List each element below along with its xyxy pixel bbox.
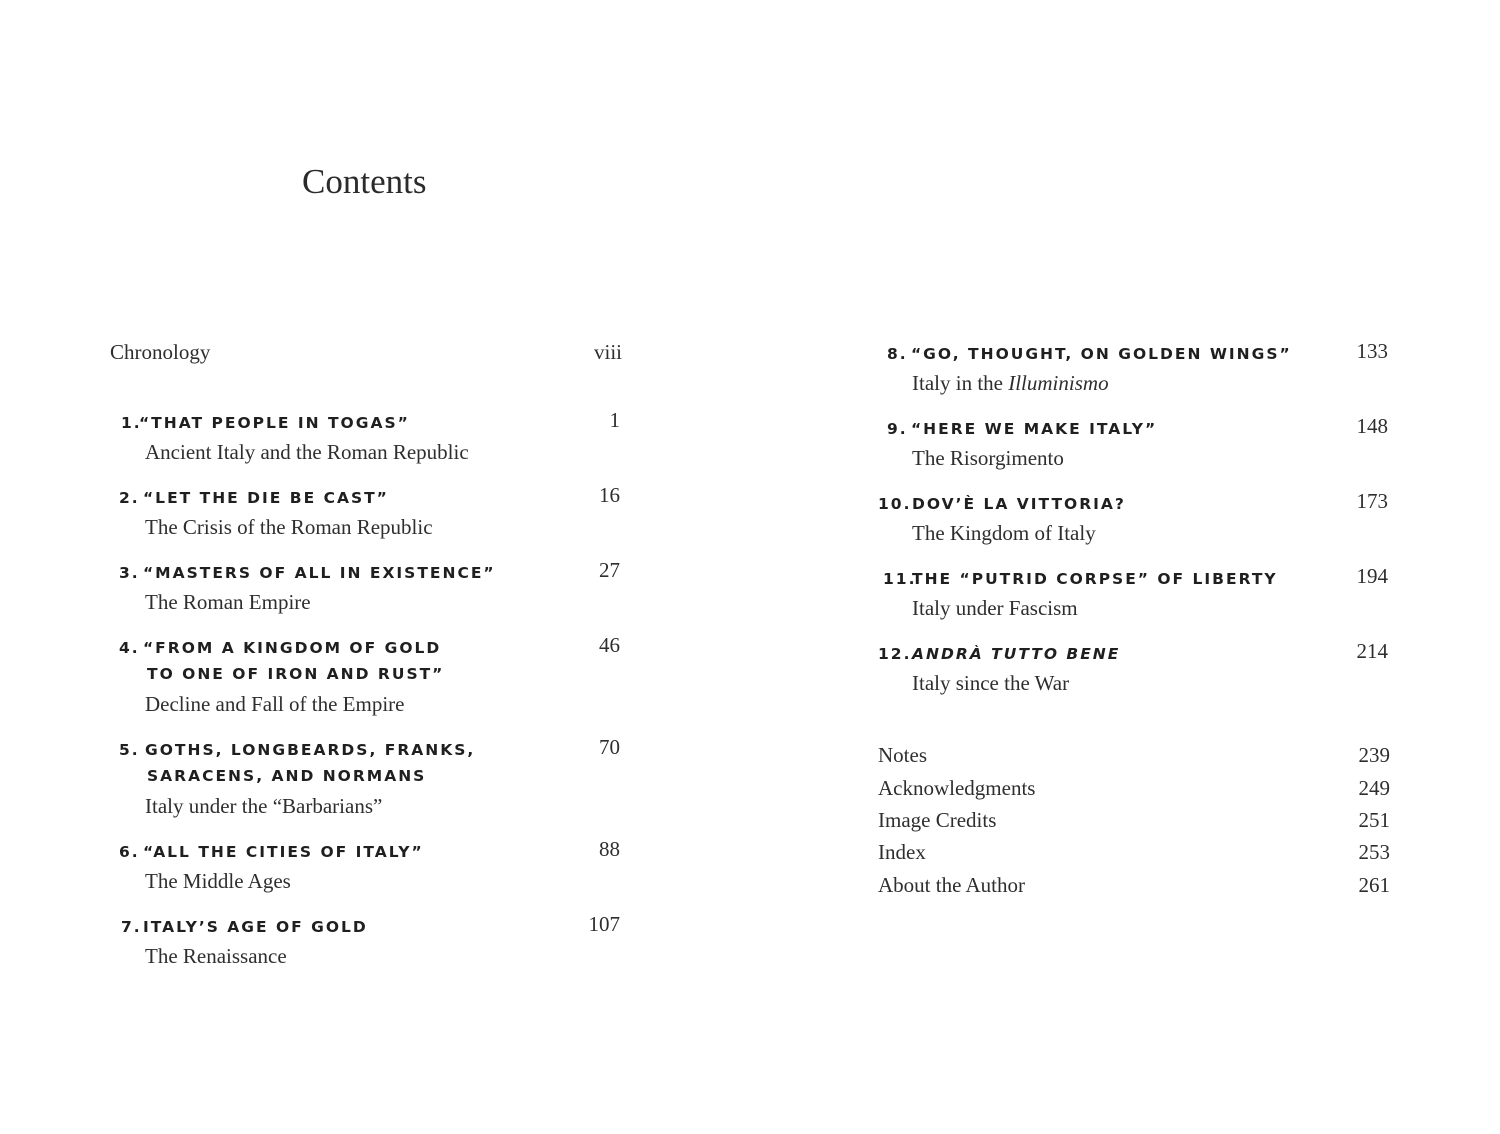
chapter-number: 8. [887, 345, 908, 363]
chapter-subtitle-italic: Illuminismo [1008, 371, 1109, 395]
toc-page-number: 1 [609, 408, 620, 432]
chapter-title: GOTHS, LONGBEARDS, FRANKS, [145, 741, 476, 759]
toc-page-number: 194 [1356, 564, 1388, 588]
toc-page-number: 88 [599, 837, 620, 861]
toc-page-number: 107 [588, 912, 620, 936]
chapter-subtitle: Italy since the War [912, 671, 1070, 695]
chapter-subtitle: The Renaissance [145, 944, 287, 968]
chapter-number: 2. [119, 489, 140, 507]
chapter-title: “HERE WE MAKE ITALY” [911, 420, 1158, 438]
toc-entry-image-credits[interactable] [878, 804, 1390, 836]
chapter-title: “THAT PEOPLE IN TOGAS” [139, 414, 410, 432]
toc-page-number: 70 [599, 735, 620, 759]
chapter-title: THE “PUTRID CORPSE” OF LIBERTY [912, 570, 1278, 588]
chapter-title: “ALL THE CITIES OF ITALY” [143, 843, 424, 861]
chapter-subtitle-plain: Italy in the [912, 371, 1009, 395]
toc-page-number: 46 [599, 633, 620, 657]
chapter-subtitle: Ancient Italy and the Roman Republic [145, 440, 469, 464]
toc-page-number: 16 [599, 483, 620, 507]
toc-entry-about-the-author[interactable] [878, 869, 1390, 901]
toc-page-number: 253 [1358, 840, 1390, 864]
toc-entry-notes[interactable] [878, 739, 1390, 771]
toc-entry-label: Notes [878, 743, 927, 767]
chapter-subtitle: Italy under Fascism [912, 596, 1078, 620]
chapter-subtitle: Italy under the “Barbarians” [145, 794, 383, 818]
chapter-title: “LET THE DIE BE CAST” [143, 489, 389, 507]
toc-page-number: 173 [1356, 489, 1388, 513]
chapter-title: ITALY’S AGE OF GOLD [143, 918, 368, 936]
toc-entry-label: Index [878, 840, 926, 864]
chapter-title: “GO, THOUGHT, ON GOLDEN WINGS” [911, 345, 1292, 363]
chapter-title-line-2: SARACENS, AND NORMANS [147, 767, 427, 785]
chapter-number: 3. [119, 564, 140, 582]
chapter-subtitle: The Roman Empire [145, 590, 311, 614]
page-title: Contents [302, 162, 427, 201]
chapter-number: 9. [887, 420, 908, 438]
chapter-subtitle [912, 368, 1109, 398]
chapter-subtitle: The Crisis of the Roman Republic [145, 515, 433, 539]
chapter-number: 4. [119, 639, 140, 657]
toc-entry-label: Chronology [110, 340, 211, 364]
toc-page-number: 133 [1356, 339, 1388, 363]
toc-entry-acknowledgments[interactable] [878, 772, 1390, 804]
toc-entry-chronology[interactable] [110, 336, 622, 368]
toc-page-number: 239 [1358, 743, 1390, 767]
toc-entry-label: Acknowledgments [878, 776, 1036, 800]
chapter-number: 6. [119, 843, 140, 861]
toc-page-number: 251 [1358, 808, 1390, 832]
toc-entry-label: Image Credits [878, 808, 997, 832]
chapter-title: “MASTERS OF ALL IN EXISTENCE” [143, 564, 496, 582]
toc-page-number: 214 [1356, 639, 1388, 663]
toc-entry-index[interactable] [878, 836, 1390, 868]
toc-page-number: 27 [599, 558, 620, 582]
chapter-title-line-2: TO ONE OF IRON AND RUST” [147, 665, 445, 683]
chapter-number: 5. [119, 741, 140, 759]
chapter-number: 1. [121, 414, 142, 432]
chapter-title: “FROM A KINGDOM OF GOLD [143, 639, 442, 657]
toc-page-number: 249 [1358, 776, 1390, 800]
chapter-subtitle: The Middle Ages [145, 869, 291, 893]
chapter-subtitle: The Kingdom of Italy [912, 521, 1096, 545]
toc-page-number: viii [593, 340, 622, 364]
chapter-title: ANDRÀ TUTTO BENE [912, 645, 1121, 663]
chapter-number: 10. [878, 495, 912, 513]
chapter-number: 12. [878, 645, 912, 663]
right-column [750, 0, 1500, 1134]
chapter-subtitle: The Risorgimento [912, 446, 1064, 470]
chapter-number: 7. [121, 918, 142, 936]
chapter-subtitle: Decline and Fall of the Empire [145, 692, 405, 716]
chapter-title: DOV’È LA VITTORIA? [912, 495, 1126, 513]
toc-entry-label: About the Author [878, 873, 1025, 897]
chapter-number: 11. [883, 570, 917, 588]
toc-page-number: 261 [1358, 873, 1390, 897]
toc-page-number: 148 [1356, 414, 1388, 438]
